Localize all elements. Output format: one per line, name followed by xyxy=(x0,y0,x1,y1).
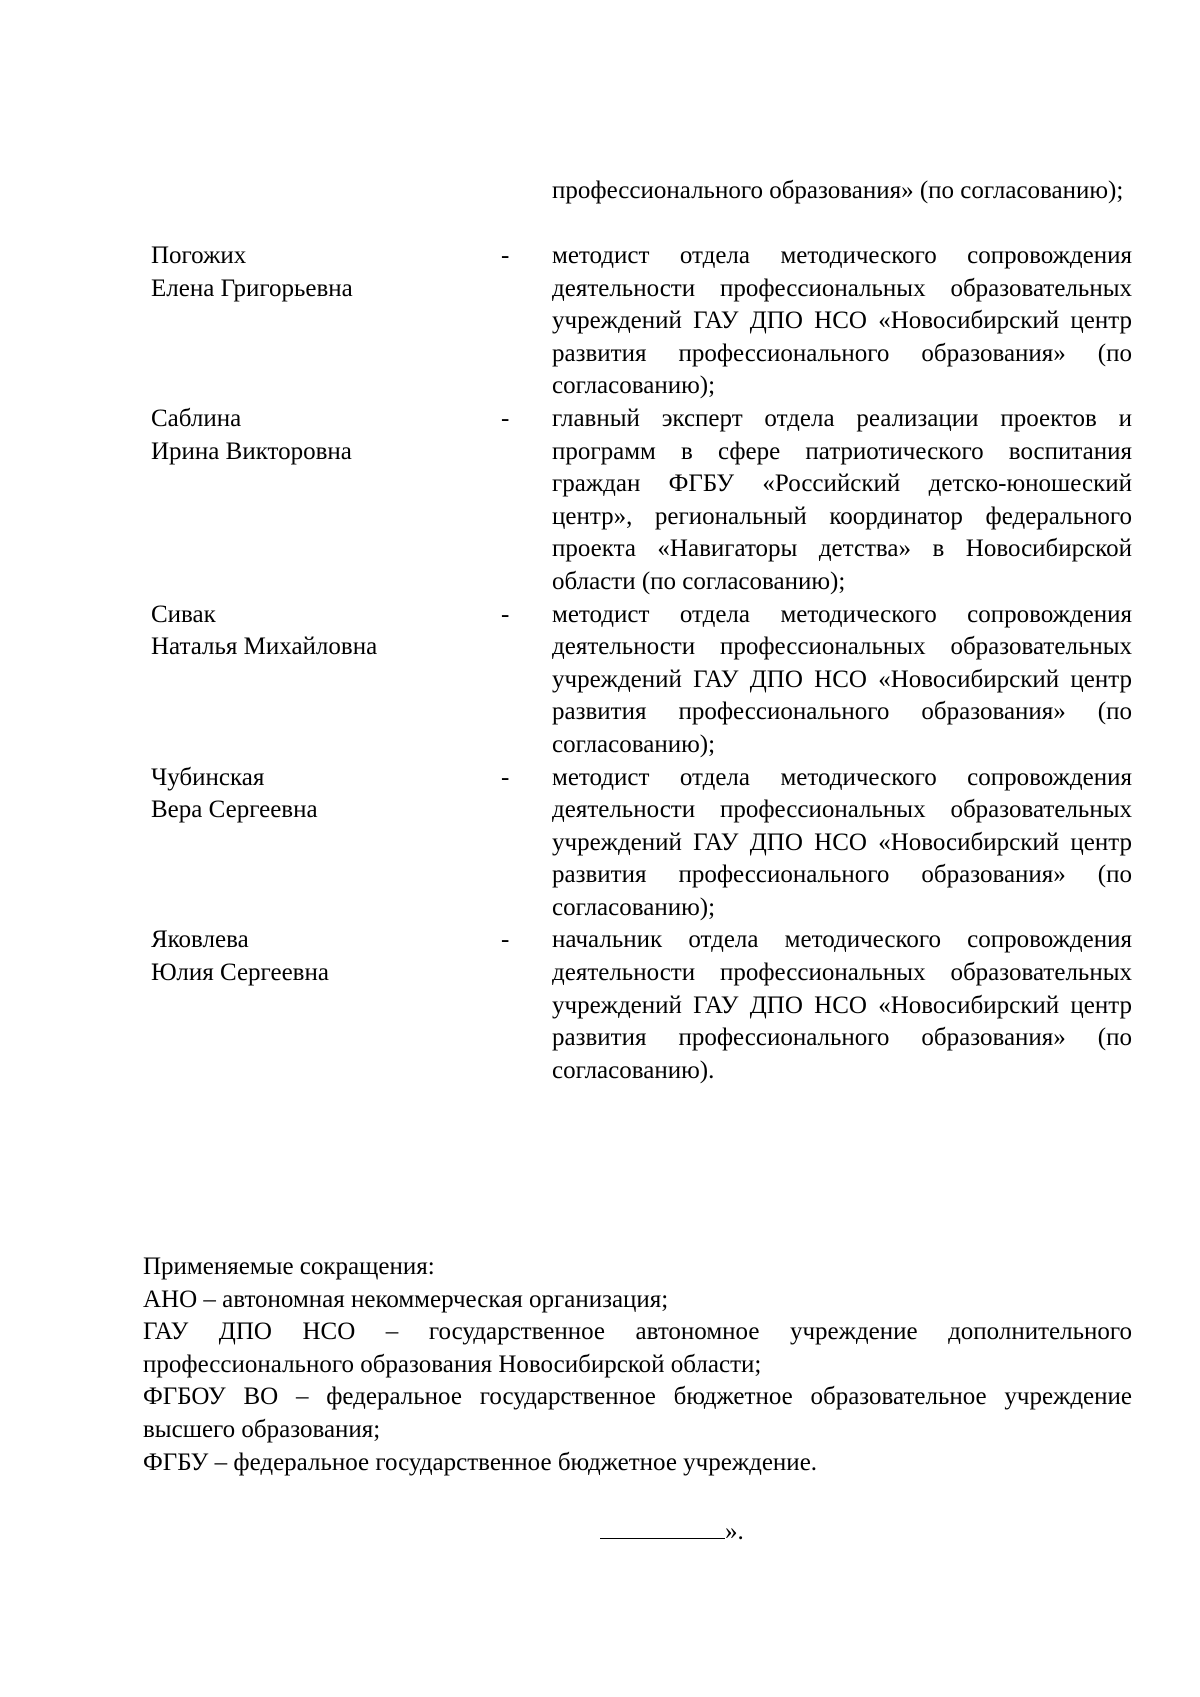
previous-entry-continuation: профессионального образования» (по согласованию); xyxy=(552,177,1124,204)
member-entry xyxy=(151,240,1132,403)
member-name xyxy=(151,924,501,989)
member-given-name: Ирина Викторовна xyxy=(151,437,352,465)
member-given-name: Елена Григорьевна xyxy=(151,274,353,302)
abbreviations-heading: Применяемые сокращения: xyxy=(143,1253,435,1280)
member-dash: - xyxy=(501,242,510,269)
members-list xyxy=(151,240,1132,1087)
member-entry xyxy=(151,403,1132,599)
member-given-name: Наталья Михайловна xyxy=(151,633,378,661)
member-name xyxy=(151,599,501,664)
member-name xyxy=(151,762,501,827)
member-role: методист отдела методического сопровождения деятельности профессиональных образовательных учреждений ГАУ ДПО НСО «Новосибирский центр развития профессионального образования» (по согласованию); xyxy=(552,242,1132,400)
member-role: методист отдела методического сопровождения деятельности профессиональных образовательных учреждений ГАУ ДПО НСО «Новосибирский центр развития профессионального образования» (по согласованию); xyxy=(552,763,1132,921)
member-given-name: Вера Сергеевна xyxy=(151,796,318,824)
abbreviation-item: ФГБУ – федеральное государственное бюджетное учреждение. xyxy=(143,1448,818,1476)
member-dash: - xyxy=(501,926,510,954)
member-dash: - xyxy=(501,600,510,628)
member-role: методист отдела методического сопровождения деятельности профессиональных образовательных учреждений ГАУ ДПО НСО «Новосибирский центр развития профессионального образования» (по согласованию); xyxy=(552,600,1132,758)
member-surname: Погожих xyxy=(151,242,247,269)
member-dash: - xyxy=(501,404,510,432)
member-entry xyxy=(151,762,1132,925)
member-name xyxy=(151,403,501,468)
member-entry xyxy=(151,599,1132,762)
member-surname: Сивак xyxy=(151,600,216,628)
member-given-name: Юлия Сергеевна xyxy=(151,959,329,987)
member-role: начальник отдела методического сопровождения деятельности профессиональных образовательных учреждений ГАУ ДПО НСО «Новосибирский центр развития профессионального образования» (по согласованию). xyxy=(552,926,1132,1084)
abbreviation-item: ФГБОУ ВО – федеральное государственное бюджетное образовательное учреждение высшего образования; xyxy=(143,1383,1132,1443)
member-surname: Яковлева xyxy=(151,926,249,954)
abbreviation-item: АНО – автономная некоммерческая организация; xyxy=(143,1285,669,1313)
closing-mark xyxy=(600,1512,800,1549)
member-name xyxy=(151,240,501,305)
abbreviations-section xyxy=(143,1251,1132,1479)
closing-underline xyxy=(600,1512,725,1539)
member-surname: Саблина xyxy=(151,404,242,432)
closing-quote: ». xyxy=(725,1518,744,1545)
member-role: главный эксперт отдела реализации проектов и программ в сфере патриотического воспитания граждан ФГБУ «Российский детско-юношеский центр», региональный координатор федерального проекта «Навигаторы детства» в Новосибирской области (по согласованию); xyxy=(552,404,1132,595)
member-dash: - xyxy=(501,763,510,791)
abbreviation-item: ГАУ ДПО НСО – государственное автономное учреждение дополнительного профессионального образования Новосибирской области; xyxy=(143,1318,1132,1378)
member-surname: Чубинская xyxy=(151,763,265,791)
member-entry xyxy=(151,924,1132,1087)
